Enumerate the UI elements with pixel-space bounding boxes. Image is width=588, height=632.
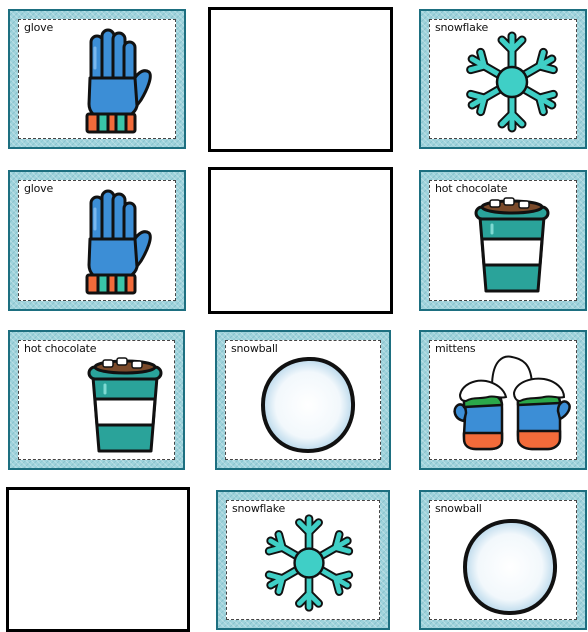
card-9[interactable] — [419, 330, 587, 470]
card-10[interactable] — [6, 487, 190, 632]
card-word: hot chocolate — [24, 342, 97, 355]
card-word: snowball — [231, 342, 278, 355]
card-1[interactable] — [8, 9, 186, 149]
glove-icon — [71, 28, 157, 136]
card-8[interactable] — [215, 330, 391, 470]
card-word: snowflake — [435, 21, 489, 34]
card-face — [18, 19, 176, 139]
card-4[interactable] — [8, 170, 186, 311]
glove-icon — [71, 189, 157, 297]
card-face — [429, 500, 577, 620]
hot-chocolate-icon — [472, 195, 552, 295]
snowflake-icon — [259, 511, 359, 615]
card-5[interactable] — [208, 167, 393, 314]
card-face — [226, 500, 380, 620]
card-face — [18, 340, 175, 460]
card-face — [18, 180, 176, 301]
card-face — [429, 19, 577, 139]
card-12[interactable] — [419, 490, 587, 630]
hot-chocolate-icon — [85, 355, 165, 455]
snowflake-icon — [462, 28, 562, 136]
mittens-icon — [452, 349, 572, 453]
card-word: hot chocolate — [435, 182, 508, 195]
snowball-icon — [260, 355, 356, 455]
card-face — [429, 180, 577, 301]
card-word: glove — [24, 182, 54, 195]
card-11[interactable] — [216, 490, 390, 630]
snowball-icon — [462, 517, 558, 617]
card-face — [225, 340, 381, 460]
card-7[interactable] — [8, 330, 185, 470]
card-word: mittens — [435, 342, 476, 355]
card-2[interactable] — [208, 7, 393, 152]
card-word: glove — [24, 21, 54, 34]
card-6[interactable] — [419, 170, 587, 311]
card-3[interactable] — [419, 9, 587, 149]
card-face — [429, 340, 577, 460]
card-word: snowflake — [232, 502, 286, 515]
card-word: snowball — [435, 502, 482, 515]
